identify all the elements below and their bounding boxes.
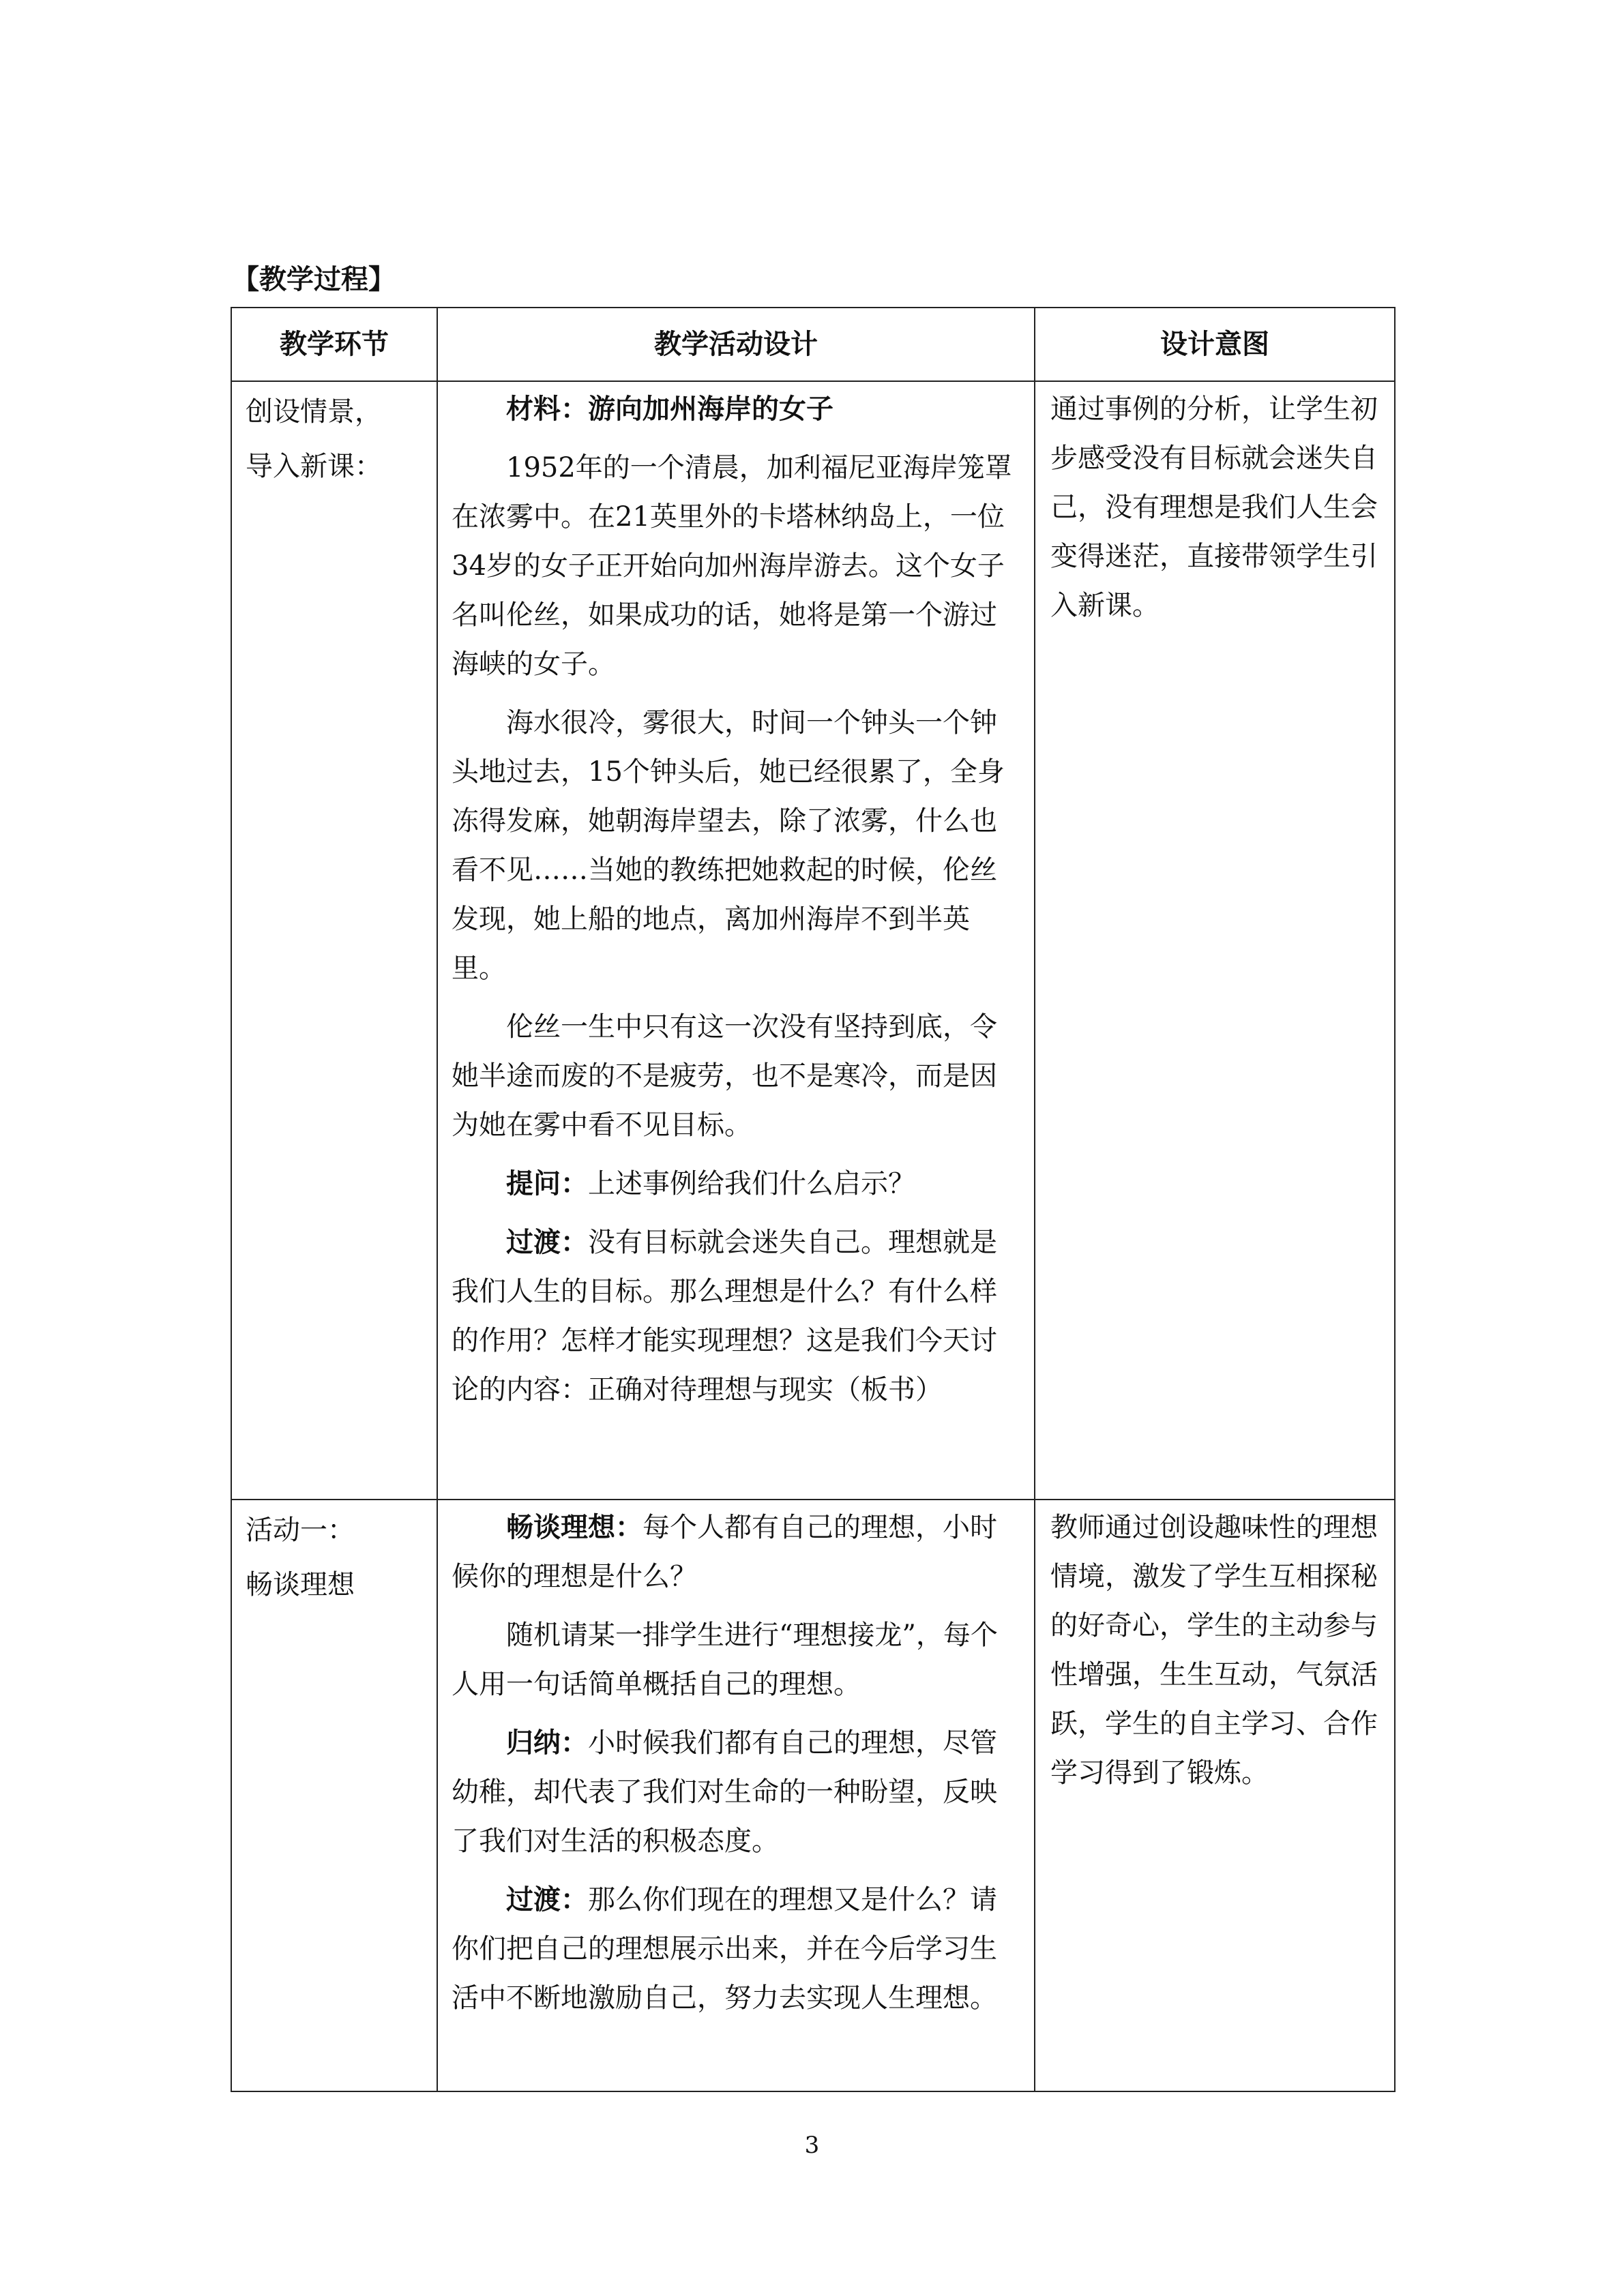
activity-paragraph — [452, 1718, 1020, 1866]
activity-paragraph — [452, 1503, 1020, 1601]
activity-cell — [437, 1500, 1035, 2091]
activity-label: 畅谈理想： — [506, 1511, 643, 1543]
activity-label: 归纳： — [506, 1727, 588, 1759]
header-intent: 设计意图 — [1035, 308, 1395, 381]
stage-line: 导入新课： — [246, 451, 382, 482]
activity-paragraph — [452, 1002, 1020, 1150]
stage-cell — [231, 1500, 437, 2091]
intent-cell — [1035, 381, 1395, 1500]
table-row — [231, 1500, 1395, 2091]
activity-label: 材料：游向加州海岸的女子 — [506, 393, 833, 425]
stage-cell — [231, 381, 437, 1500]
activity-text: 没有目标就会迷失自己。理想就是我们人生的目标。那么理想是什么？有什么样的作用？怎样才能实现理想？这是我们今天讨论的内容：正确对待理想与现实（板书） — [452, 1227, 997, 1405]
stage-line: 畅谈理想 — [246, 1569, 355, 1600]
activity-paragraph — [452, 1218, 1020, 1414]
header-activity: 教学活动设计 — [437, 308, 1035, 381]
teaching-process-table — [231, 307, 1396, 2092]
activity-label: 提问： — [506, 1167, 588, 1199]
activity-text: 随机请某一排学生进行“理想接龙”，每个人用一句话简单概括自己的理想。 — [452, 1620, 998, 1700]
activity-text: 1952年的一个清晨，加利福尼亚海岸笼罩在浓雾中。在21英里外的卡塔林纳岛上，一位34岁的女子正开始向加州海岸游去。这个女子名叫伦丝，如果成功的话，她将是第一个游过海峡的女子。 — [452, 452, 1012, 680]
activity-paragraph — [452, 1611, 1020, 1709]
activity-paragraph — [452, 1159, 1020, 1208]
activity-cell — [437, 381, 1035, 1500]
stage-line: 活动一： — [246, 1515, 355, 1546]
header-stage: 教学环节 — [231, 308, 437, 381]
activity-text: 伦丝一生中只有这一次没有坚持到底，令她半途而废的不是疲劳，也不是寒冷，而是因为她在雾中看不见目标。 — [452, 1011, 997, 1141]
activity-paragraph — [452, 698, 1020, 993]
stage-line: 创设情景， — [246, 396, 382, 428]
intent-cell — [1035, 1500, 1395, 2091]
table-row — [231, 381, 1395, 1500]
intent-text: 教师通过创设趣味性的理想情境，激发了学生互相探秘的好奇心，学生的主动参与性增强，生生互动，气氛活跃，学生的自主学习、合作学习得到了锻炼。 — [1050, 1512, 1378, 1789]
activity-paragraph — [452, 1875, 1020, 2023]
activity-paragraph — [452, 385, 1020, 434]
activity-text: 小时候我们都有自己的理想，尽管幼稚，却代表了我们对生命的一种盼望，反映了我们对生活的积极态度。 — [452, 1727, 997, 1857]
activity-text: 上述事例给我们什么启示？ — [588, 1168, 915, 1199]
section-title: 【教学过程】 — [232, 263, 396, 295]
activity-text: 每个人都有自己的理想，小时候你的理想是什么？ — [452, 1512, 997, 1592]
table-header-row — [231, 308, 1395, 381]
activity-paragraph — [452, 443, 1020, 689]
intent-text: 通过事例的分析，让学生初步感受没有目标就会迷失自己，没有理想是我们人生会变得迷茫，直接带领学生引入新课。 — [1050, 393, 1378, 621]
activity-label: 过渡： — [506, 1883, 588, 1915]
page-number: 3 — [804, 2132, 820, 2159]
activity-text: 那么你们现在的理想又是什么？请你们把自己的理想展示出来，并在今后学习生活中不断地激励自己，努力去实现人生理想。 — [452, 1884, 997, 2014]
activity-label: 过渡： — [506, 1226, 588, 1258]
activity-text: 海水很冷，雾很大，时间一个钟头一个钟头地过去，15个钟头后，她已经很累了，全身冻得发麻，她朝海岸望去，除了浓雾，什么也看不见……当她的教练把她救起的时候，伦丝发现，她上船的地点，离加州海岸不到半英里。 — [452, 707, 1005, 984]
